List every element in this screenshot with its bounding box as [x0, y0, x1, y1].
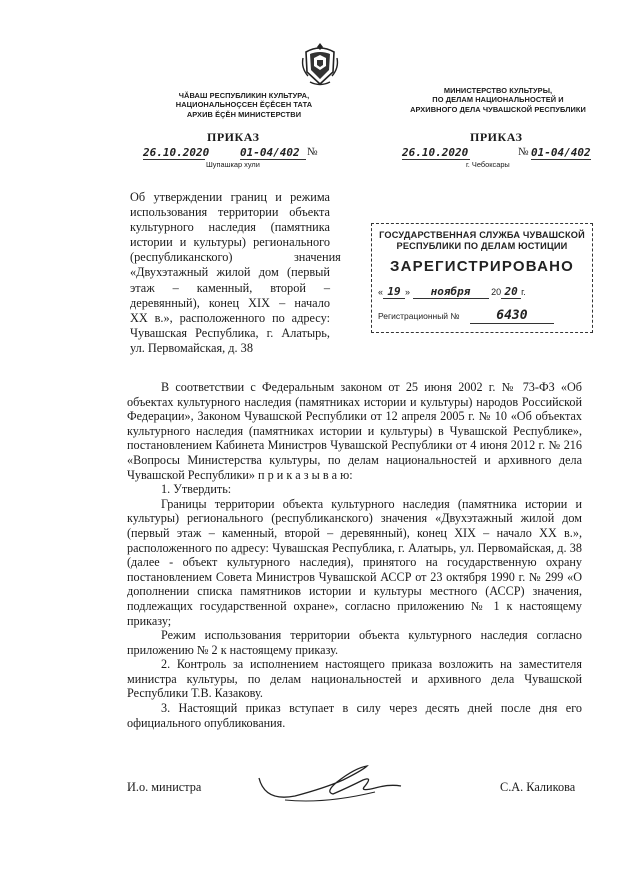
stamp-org-line2: РЕСПУБЛИКИ ПО ДЕЛАМ ЮСТИЦИИ [396, 241, 568, 251]
stamp-reg-number: 6430 [470, 308, 554, 324]
signature-position: И.о. министра [127, 780, 202, 794]
header-left-line1: ЧĂВАШ РЕСПУБЛИКИН КУЛЬТУРА, [178, 91, 310, 100]
title-line: культурного наследия (памятника [130, 220, 330, 235]
registration-stamp [371, 223, 593, 333]
stamp-status: ЗАРЕГИСТРИРОВАНО [389, 258, 575, 275]
document-body [127, 380, 582, 730]
header-left-doc-type: ПРИКАЗ [207, 130, 260, 144]
header-left-date: 26.10.2020 [143, 146, 210, 159]
title-line: Об утверждении границ и режима [130, 190, 330, 204]
header-right-city: г. Чебоксары [466, 160, 510, 169]
stamp-year: 20 [501, 285, 521, 299]
title-line: использования территории объекта [130, 205, 330, 220]
stamp-org [372, 230, 592, 252]
header-left-number-sign: № [307, 146, 318, 158]
title-line: Чувашская Республика, г. Алатырь, [130, 325, 330, 340]
stamp-year-prefix: 20 [491, 287, 502, 297]
body-preamble: В соответствии с Федеральным законом от 25 июня 2002 г. № 73-ФЗ «Об объектах культурного наследия (памятниках истории и культуры) народов Российской Федерации», Законом Чувашской Республики от 12 апреля 2005 г. № 10 «Об объектах культурного наследия (памятниках истории и культуры) в Чувашской Республике», постановлением Кабинета Министров Чувашской Республики от 4 июня 2012 г. № 216 «Вопросы Министерства культуры, по делам национальностей и архивного дела Чувашской Республики» п р и к а з ы в а ю: [127, 380, 582, 482]
stamp-org-line1: ГОСУДАРСТВЕННАЯ СЛУЖБА ЧУВАШСКОЙ [379, 230, 585, 240]
stamp-number-line [378, 308, 554, 324]
stamp-month: ноября [413, 285, 489, 299]
stamp-day: 19 [383, 285, 405, 299]
header-right-org [393, 86, 603, 114]
stamp-date-line: « 19 » ноября 20 20 г. [378, 285, 526, 298]
signature-name: С.А. Каликова [500, 780, 576, 794]
header-left-line2: НАЦИОНАЛЬНОÇСЕН ĔÇĔСЕН ТАТА [175, 100, 313, 110]
title-line: ул. Первомайская, д. 38 [130, 340, 253, 355]
header-right-line2: ПО ДЕЛАМ НАЦИОНАЛЬНОСТЕЙ И [432, 95, 564, 105]
header-left-line3: АРХИВ ĔÇĔН МИНИСТЕРСТВИ [186, 109, 302, 119]
document-title [130, 190, 341, 356]
header-right-line1: МИНИСТЕРСТВО КУЛЬТУРЫ, [443, 86, 553, 95]
handwritten-signature [255, 758, 405, 810]
header-right-number: 01-04/402 [531, 146, 591, 159]
header-left-org [158, 91, 330, 119]
stamp-reg-label: Регистрационный № [378, 311, 460, 321]
body-item1: 1. Утвердить: [161, 482, 232, 497]
body-item2: 2. Контроль за исполнением настоящего приказа возложить на заместителя министра культуры, по делам национальностей и архивного дела Чувашской Республики Т.В. Казакову. [127, 657, 582, 701]
header-left-number: 01-04/402 [240, 146, 306, 160]
title-line: XX в.», расположенного по адресу: [130, 310, 330, 325]
body-item1a: Границы территории объекта культурного наследия (памятника истории и культуры) регионального (республиканского) значения «Двухэтажный жилой дом (первый этаж – каменный, второй – деревянный), конец XIX – начало XX в.», расположенного по адресу: Чувашская Республика, г. Алатырь, ул. Первомайская, д. 38 (далее - объект культурного наследия), принятого на государственную охрану постановлением Совета Министров Чувашской АССР от 23 октября 1990 г. № 299 «О дополнении списка памятников истории и культуры местного (АССР) значения, подлежащих государственной охране», согласно приложению № 1 к настоящему приказу; [127, 496, 582, 628]
title-line: истории и культуры) регионального [130, 235, 330, 250]
title-line: этаж – каменный, второй – [130, 280, 330, 295]
body-item1b: Режим использования территории объекта культурного наследия согласно приложению № 2 к настоящему приказу. [127, 628, 582, 657]
title-line: (республиканского) значения [130, 250, 341, 265]
header-left-city: Шупашкар хули [206, 160, 260, 169]
stamp-year-suffix: г. [521, 287, 526, 297]
title-line: деревянный), конец XIX – начало [130, 295, 330, 310]
header-right-number-sign: № [518, 146, 529, 158]
header-right-date: 26.10.2020 [402, 146, 469, 159]
coat-of-arms-emblem [300, 40, 340, 88]
body-item3: 3. Настоящий приказ вступает в силу через десять дней после дня его официального опубликования. [127, 701, 582, 730]
title-line: «Двухэтажный жилой дом (первый [130, 265, 330, 280]
header-right-line3: АРХИВНОГО ДЕЛА ЧУВАШСКОЙ РЕСПУБЛИКИ [410, 104, 586, 114]
header-right-doc-type: ПРИКАЗ [470, 130, 523, 144]
